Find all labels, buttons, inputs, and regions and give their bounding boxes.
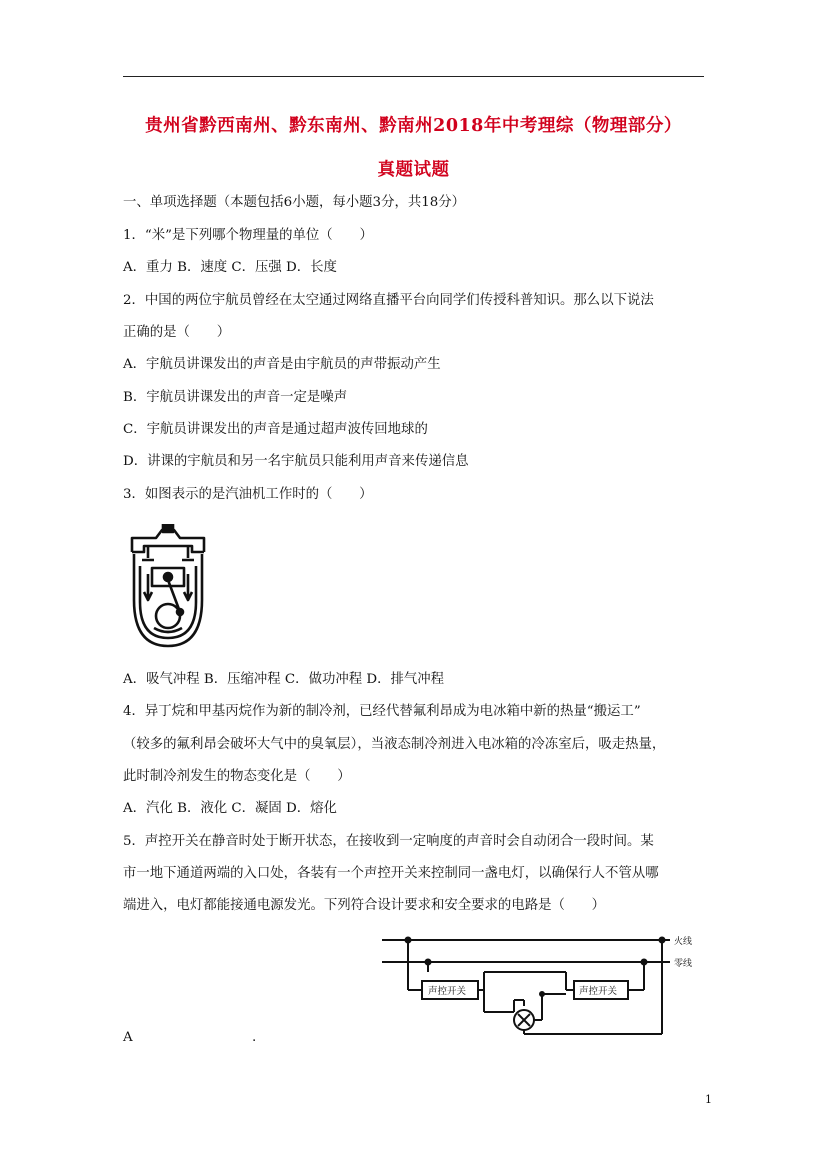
question-4-line-2: （较多的氟利昂会破坏大气中的臭氧层），当液态制冷剂进入电冰箱的冷冻室后，吸走热量， bbox=[123, 737, 666, 752]
question-2-option-b: B．宇航员讲课发出的声音一定是噪声 bbox=[123, 390, 348, 405]
question-5-line-3: 端进入，电灯都能接通电源发光。下列符合设计要求和安全要求的电路是（ ） bbox=[123, 898, 606, 913]
sound-switch-label-left: 声控开关 bbox=[428, 986, 467, 997]
header-rule bbox=[123, 76, 704, 77]
question-4-line-1: 4．异丁烷和甲基丙烷作为新的制冷剂，已经代替氟利昂成为电冰箱中新的热量“搬运工” bbox=[123, 704, 641, 719]
question-2-line-2: 正确的是（ ） bbox=[123, 325, 231, 340]
question-2-option-a: A．宇航员讲课发出的声音是由宇航员的声带振动产生 bbox=[123, 357, 441, 372]
engine-cylinder-figure bbox=[126, 524, 210, 650]
neutral-wire-label: 零线 bbox=[674, 959, 693, 969]
question-5-option-a-dot: . bbox=[252, 1030, 257, 1045]
question-4-options: A．汽化 B．液化 C．凝固 D．熔化 bbox=[123, 801, 337, 816]
circuit-diagram bbox=[378, 928, 704, 1046]
question-2-option-c: C．宇航员讲课发出的声音是通过超声波传回地球的 bbox=[123, 422, 428, 437]
question-2-option-d: D．讲课的宇航员和另一名宇航员只能利用声音来传递信息 bbox=[123, 454, 469, 469]
question-5-line-2: 市一地下通道两端的入口处，各装有一个声控开关来控制同一盏电灯，以确保行人不管从哪 bbox=[123, 866, 659, 881]
document-subtitle: 真题试题 bbox=[377, 160, 450, 180]
document-title: 贵州省黔西南州、黔东南州、黔南州2018年中考理综（物理部分） bbox=[145, 116, 682, 136]
question-1-options: A．重力 B．速度 C．压强 D．长度 bbox=[123, 260, 337, 275]
question-3: 3．如图表示的是汽油机工作时的（ ） bbox=[123, 487, 373, 502]
question-5-line-1: 5．声控开关在静音时处于断开状态，在接收到一定响度的声音时会自动闭合一段时间。某 bbox=[123, 834, 654, 849]
question-3-options: A．吸气冲程 B．压缩冲程 C．做功冲程 D．排气冲程 bbox=[123, 672, 445, 687]
live-wire-label: 火线 bbox=[674, 937, 693, 947]
sound-switch-label-right: 声控开关 bbox=[579, 986, 618, 997]
question-5-option-a-label: A bbox=[123, 1030, 133, 1045]
page-number: 1 bbox=[705, 1093, 712, 1106]
section-heading: 一、单项选择题（本题包括6小题，每小题3分，共18分） bbox=[123, 195, 466, 210]
question-1: 1．“米”是下列哪个物理量的单位（ ） bbox=[123, 228, 373, 243]
question-4-line-3: 此时制冷剂发生的物态变化是（ ） bbox=[123, 769, 351, 784]
question-2-line-1: 2．中国的两位宇航员曾经在太空通过网络直播平台向同学们传授科普知识。那么以下说法 bbox=[123, 293, 654, 308]
